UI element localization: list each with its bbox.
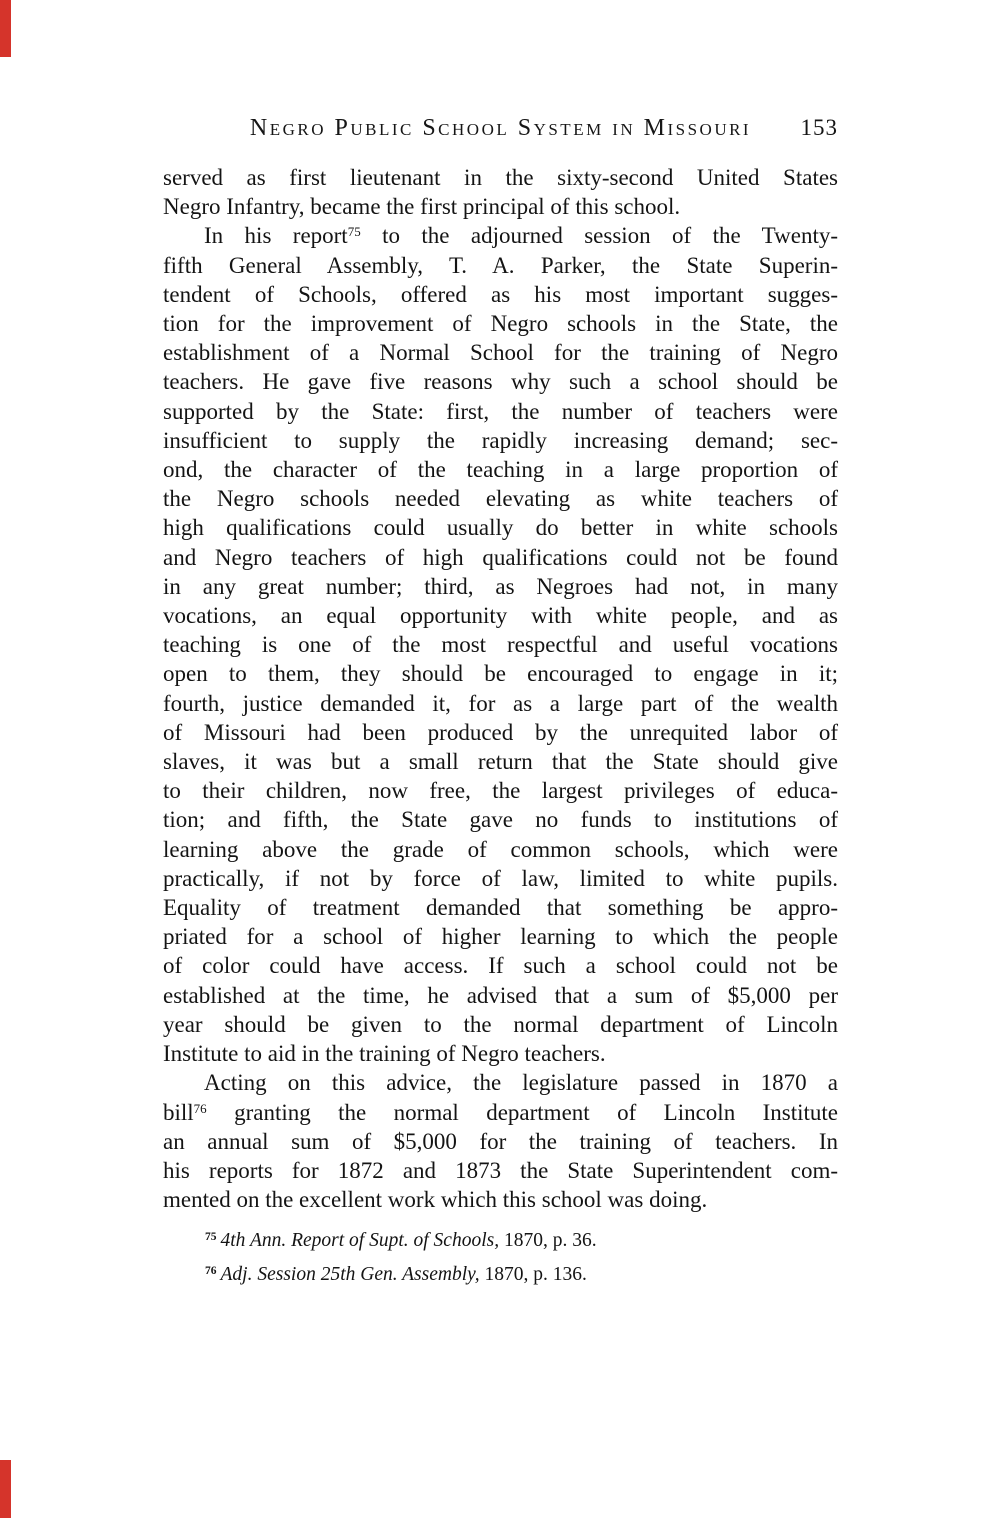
text-line: Equality of treatment demanded that something be appro- [163,895,838,921]
text-run: granting the normal department of Lincoln Institute [206,1099,838,1125]
text-line: his reports for 1872 and 1873 the State Superintendent com- [163,1157,838,1183]
footnotes-section [163,1222,838,1290]
footnote-ref-75: 75 [347,224,361,240]
text-line: priated for a school of higher learning to which the people [163,924,838,950]
paragraph-2 [163,221,838,1068]
text-line: of Missouri had been produced by the unrequited labor of [163,719,838,745]
footnote-citation-title: 4th Ann. Report of Supt. of Schools, [220,1230,500,1251]
footnote-marker: 75 [205,1231,217,1243]
text-line: practically, if not by force of law, limited to white pupils. [163,865,838,891]
page-header [163,115,838,145]
text-line: an annual sum of $5,000 for the training of teachers. In [163,1128,838,1154]
text-line: tendent of Schools, offered as his most important sugges- [163,281,838,307]
text-line: fourth, justice demanded it, for as a large part of the wealth [163,690,838,716]
text-line: vocations, an equal opportunity with white people, and as [163,603,838,629]
text-line: to their children, now free, the largest privileges of educa- [163,778,838,804]
scan-edge-artifact-top [0,0,11,57]
text-line: Institute to aid in the training of Negro teachers. [163,1041,606,1067]
page-number: 153 [800,115,838,140]
text-line: mented on the excellent work which this school was doing. [163,1187,708,1213]
text-line: learning above the grade of common schools, which were [163,836,838,862]
text-line: tion for the improvement of Negro schools in the State, the [163,311,838,337]
text-line: year should be given to the normal department of Lincoln [163,1011,838,1037]
text-line: supported by the State: first, the number of teachers were [163,398,838,424]
text-line: ond, the character of the teaching in a large proportion of [163,457,838,483]
text-line: Negro Infantry, became the first principal of this school. [163,194,681,220]
text-line [163,221,838,250]
text-line: high qualifications could usually do better in white schools [163,515,838,541]
body-text [163,163,838,1214]
footnote-76 [163,1256,838,1290]
text-line: served as first lieutenant in the sixty-second United States [163,165,838,190]
text-line: the Negro schools needed elevating as white teachers of [163,486,838,512]
text-line: established at the time, he advised that a sum of $5,000 per [163,982,838,1008]
text-line: establishment of a Normal School for the training of Negro [163,340,838,366]
paragraph-1 [163,163,838,221]
text-line: teachers. He gave five reasons why such a school should be [163,369,838,395]
running-title: Negro Public School System in Missouri [249,115,752,141]
footnote-citation-title: Adj. Session 25th Gen. Assembly, [220,1264,480,1285]
footnote-marker: 76 [205,1265,217,1277]
footnote-citation-detail: 1870, p. 36. [499,1230,597,1251]
text-line: open to them, they should be encouraged to engage in it; [163,661,838,687]
text-run: to the adjourned session of the Twenty- [360,223,838,249]
text-line: tion; and fifth, the State gave no funds to institutions of [163,807,838,833]
text-line: and Negro teachers of high qualifications could not be found [163,544,838,570]
paragraph-3 [163,1068,838,1214]
text-line: insufficient to supply the rapidly increasing demand; sec- [163,427,838,453]
text-run: In his report [204,223,348,249]
scan-edge-artifact-bottom [0,1460,11,1518]
footnote-citation-detail: 1870, p. 136. [479,1264,587,1285]
text-line: in any great number; third, as Negroes had not, in many [163,573,838,599]
footnote-ref-76: 76 [193,1100,207,1116]
text-line: of color could have access. If such a school could not be [163,953,838,979]
text-line: fifth General Assembly, T. A. Parker, the State Superin- [163,252,838,278]
text-line: teaching is one of the most respectful and useful vocations [163,632,838,658]
text-line [163,1098,838,1127]
text-run: bill [163,1099,194,1125]
text-line: Acting on this advice, the legislature passed in 1870 a [204,1070,838,1096]
text-line: slaves, it was but a small return that the State should give [163,749,838,775]
footnote-75 [163,1222,838,1256]
